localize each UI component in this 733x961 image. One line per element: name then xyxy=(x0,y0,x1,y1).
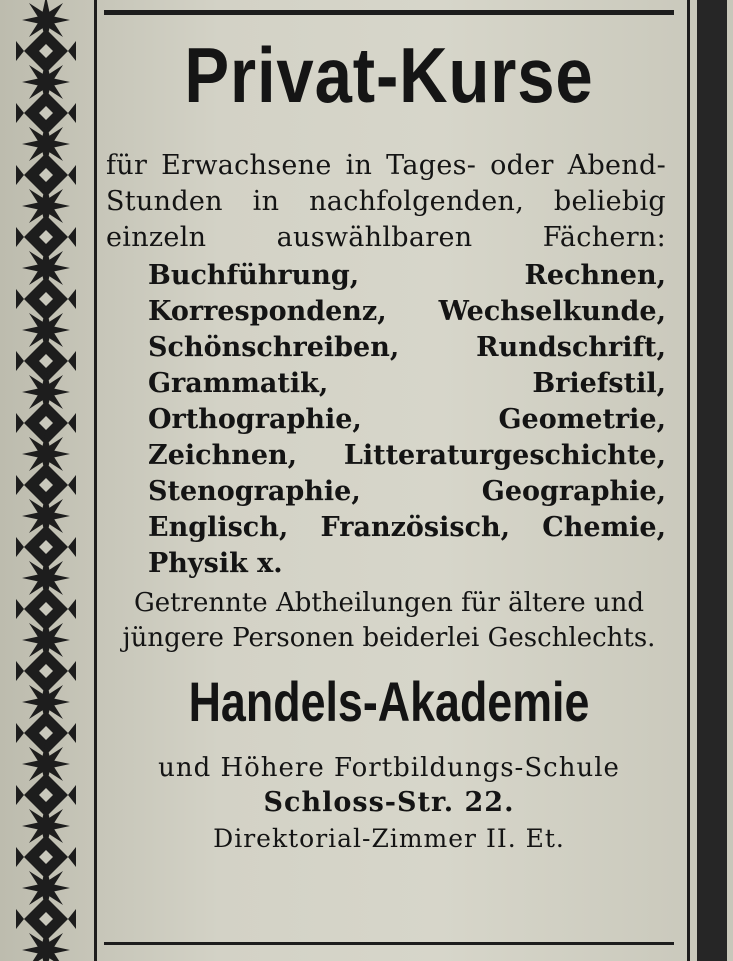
border-notch xyxy=(16,289,24,309)
school-name: und Höhere Fortbildungs-Schule xyxy=(158,753,620,783)
star-diamond-border-icon xyxy=(14,0,78,961)
institution-name: Handels-Akademie xyxy=(188,670,590,733)
room-info: Direktorial-Zimmer II. Et. xyxy=(213,824,565,853)
ad-intro: für Erwachsene in Tages- oder Abend-Stunden in nachfolgenden, beliebig einzeln auswählbaren Fächern: xyxy=(106,150,666,253)
border-notch xyxy=(68,909,76,929)
border-notch xyxy=(68,537,76,557)
border-notch xyxy=(16,661,24,681)
border-notch xyxy=(16,165,24,185)
frame-rule-top xyxy=(104,10,674,15)
frame-rule-bottom xyxy=(104,942,674,945)
border-notch xyxy=(16,413,24,433)
border-notch xyxy=(68,723,76,743)
border-notch xyxy=(68,41,76,61)
border-notch xyxy=(16,537,24,557)
ornamental-border xyxy=(14,0,78,961)
ad-title: Privat-Kurse xyxy=(184,31,594,119)
border-notch xyxy=(16,599,24,619)
border-notch xyxy=(68,475,76,495)
border-star xyxy=(22,926,70,961)
border-notch xyxy=(68,103,76,123)
border-notch xyxy=(16,475,24,495)
ad-note: Getrennte Abtheilungen für ältere und jüngere Personen beiderlei Geschlechts. xyxy=(122,588,656,653)
border-notch xyxy=(16,103,24,123)
border-notch xyxy=(16,41,24,61)
border-notch xyxy=(68,289,76,309)
frame-rule-right xyxy=(687,0,690,961)
border-notch xyxy=(16,909,24,929)
border-notch xyxy=(16,785,24,805)
address: Schloss-Str. 22. xyxy=(263,787,515,818)
border-notch xyxy=(68,165,76,185)
subject-list: Buchführung, Rechnen, Korrespondenz, Wechselkunde, Schönschreiben, Rundschrift, Grammatik, Briefstil, Orthographie, Geometrie, Zeichnen, Litteraturgeschichte, Stenographie, Geographie, Englisch, Französisch, Chemie, Physik x. xyxy=(148,260,666,579)
frame-rule-left xyxy=(94,0,97,961)
border-notch xyxy=(68,599,76,619)
border-notch xyxy=(16,227,24,247)
border-notch xyxy=(68,413,76,433)
advertisement xyxy=(104,16,674,858)
column-bar-right xyxy=(697,0,727,961)
border-notch xyxy=(16,351,24,371)
border-notch xyxy=(68,661,76,681)
border-notch xyxy=(16,847,24,867)
border-notch xyxy=(68,351,76,371)
border-notch xyxy=(68,847,76,867)
border-notch xyxy=(68,785,76,805)
border-notch xyxy=(16,723,24,743)
border-notch xyxy=(68,227,76,247)
